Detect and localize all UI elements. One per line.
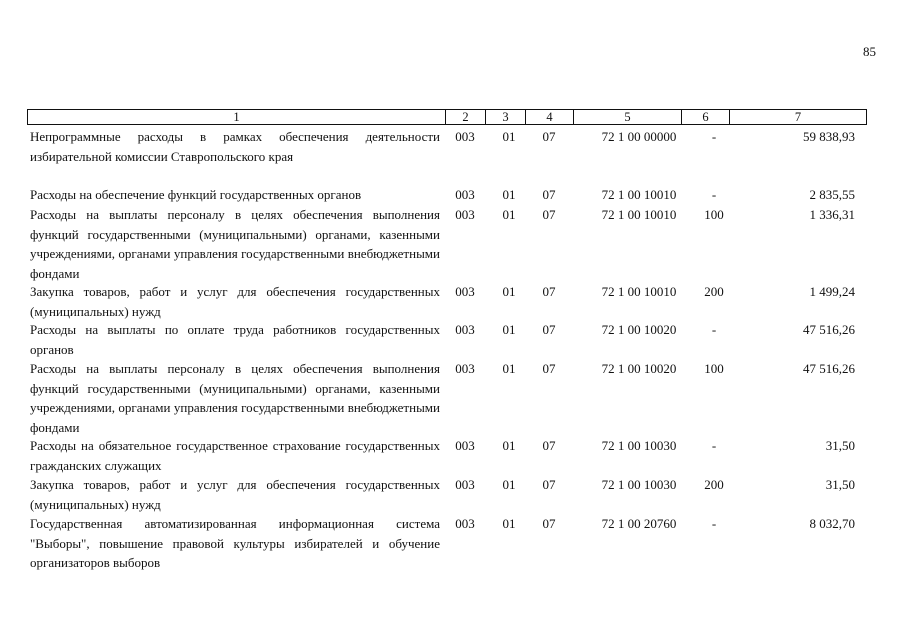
row-amount: 59 838,93 xyxy=(803,129,855,144)
row-code-expense-type: - xyxy=(711,129,717,144)
row-code-ministry: 003 xyxy=(455,477,475,492)
row-amount: 47 516,26 xyxy=(803,361,855,376)
row-code-target: 72 1 00 10030 xyxy=(601,477,677,492)
row-code-section: 01 xyxy=(502,361,516,376)
page-number: 85 xyxy=(863,44,876,59)
row-code-subsection: 07 xyxy=(542,438,556,453)
row-code-ministry: 003 xyxy=(455,438,475,453)
row-code-expense-type: - xyxy=(711,187,717,202)
row-code-ministry: 003 xyxy=(455,322,475,337)
column-header-2: 2 xyxy=(446,110,486,124)
row-amount: 8 032,70 xyxy=(809,516,855,531)
row-code-target: 72 1 00 10020 xyxy=(601,361,677,376)
row-code-ministry: 003 xyxy=(455,284,475,299)
column-header-4: 4 xyxy=(526,110,574,124)
row-code-target: 72 1 00 00000 xyxy=(601,129,677,144)
row-code-expense-type: - xyxy=(711,322,717,337)
row-code-section: 01 xyxy=(502,516,516,531)
row-code-expense-type: 100 xyxy=(704,207,724,222)
row-code-subsection: 07 xyxy=(542,284,556,299)
row-amount: 1 499,24 xyxy=(809,284,855,299)
row-amount: 47 516,26 xyxy=(803,322,855,337)
column-header-1: 1 xyxy=(28,110,446,124)
row-description: Расходы на обеспечение функций государственных органов xyxy=(30,187,362,202)
row-description: Расходы на обязательное государственное страхование государственных гражданских служащих xyxy=(30,438,440,473)
row-code-ministry: 003 xyxy=(455,361,475,376)
row-code-subsection: 07 xyxy=(542,207,556,222)
row-code-expense-type: - xyxy=(711,438,717,453)
row-code-ministry: 003 xyxy=(455,187,475,202)
column-header-3: 3 xyxy=(486,110,526,124)
row-description: Непрограммные расходы в рамках обеспечения деятельности избирательной комиссии Ставропольского края xyxy=(30,129,440,164)
row-code-expense-type: 200 xyxy=(704,477,724,492)
column-header-7: 7 xyxy=(794,110,802,124)
row-description: Расходы на выплаты персоналу в целях обеспечения выполнения функций государственными (муниципальными) органами, казенными учреждениями, органами управления государственными внебюджетными фондами xyxy=(30,207,440,281)
row-description: Расходы на выплаты по оплате труда работников государственных органов xyxy=(30,322,440,357)
row-code-section: 01 xyxy=(502,438,516,453)
row-description: Закупка товаров, работ и услуг для обеспечения государственных (муниципальных) нужд xyxy=(30,284,440,319)
row-code-target: 72 1 00 10020 xyxy=(601,322,677,337)
row-code-section: 01 xyxy=(502,322,516,337)
row-description: Государственная автоматизированная информационная система "Выборы", повышение правовой культуры избирателей и обучение организаторов выборов xyxy=(30,516,440,570)
row-code-target: 72 1 00 10030 xyxy=(601,438,677,453)
row-amount: 2 835,55 xyxy=(809,187,855,202)
row-code-expense-type: 100 xyxy=(704,361,724,376)
row-code-target: 72 1 00 10010 xyxy=(601,284,677,299)
row-code-subsection: 07 xyxy=(542,187,556,202)
row-code-target: 72 1 00 10010 xyxy=(601,187,677,202)
row-code-subsection: 07 xyxy=(542,322,556,337)
table-header xyxy=(27,109,867,125)
row-code-expense-type: 200 xyxy=(704,284,724,299)
row-code-section: 01 xyxy=(502,129,516,144)
row-description: Расходы на выплаты персоналу в целях обеспечения выполнения функций государственными (муниципальными) органами, казенными учреждениями, органами управления государственными внебюджетными фондами xyxy=(30,361,440,435)
row-code-subsection: 07 xyxy=(542,516,556,531)
row-code-ministry: 003 xyxy=(455,129,475,144)
row-description: Закупка товаров, работ и услуг для обеспечения государственных (муниципальных) нужд xyxy=(30,477,440,512)
row-code-target: 72 1 00 10010 xyxy=(601,207,677,222)
row-code-ministry: 003 xyxy=(455,516,475,531)
row-code-section: 01 xyxy=(502,284,516,299)
row-code-subsection: 07 xyxy=(542,361,556,376)
row-code-subsection: 07 xyxy=(542,129,556,144)
column-header-6: 6 xyxy=(682,110,730,124)
row-code-section: 01 xyxy=(502,207,516,222)
column-header-5: 5 xyxy=(574,110,682,124)
row-code-section: 01 xyxy=(502,477,516,492)
row-amount: 1 336,31 xyxy=(809,207,855,222)
row-amount: 31,50 xyxy=(825,477,855,492)
row-code-ministry: 003 xyxy=(455,207,475,222)
row-amount: 31,50 xyxy=(825,438,855,453)
row-code-subsection: 07 xyxy=(542,477,556,492)
row-code-expense-type: - xyxy=(711,516,717,531)
row-code-section: 01 xyxy=(502,187,516,202)
row-code-target: 72 1 00 20760 xyxy=(601,516,677,531)
